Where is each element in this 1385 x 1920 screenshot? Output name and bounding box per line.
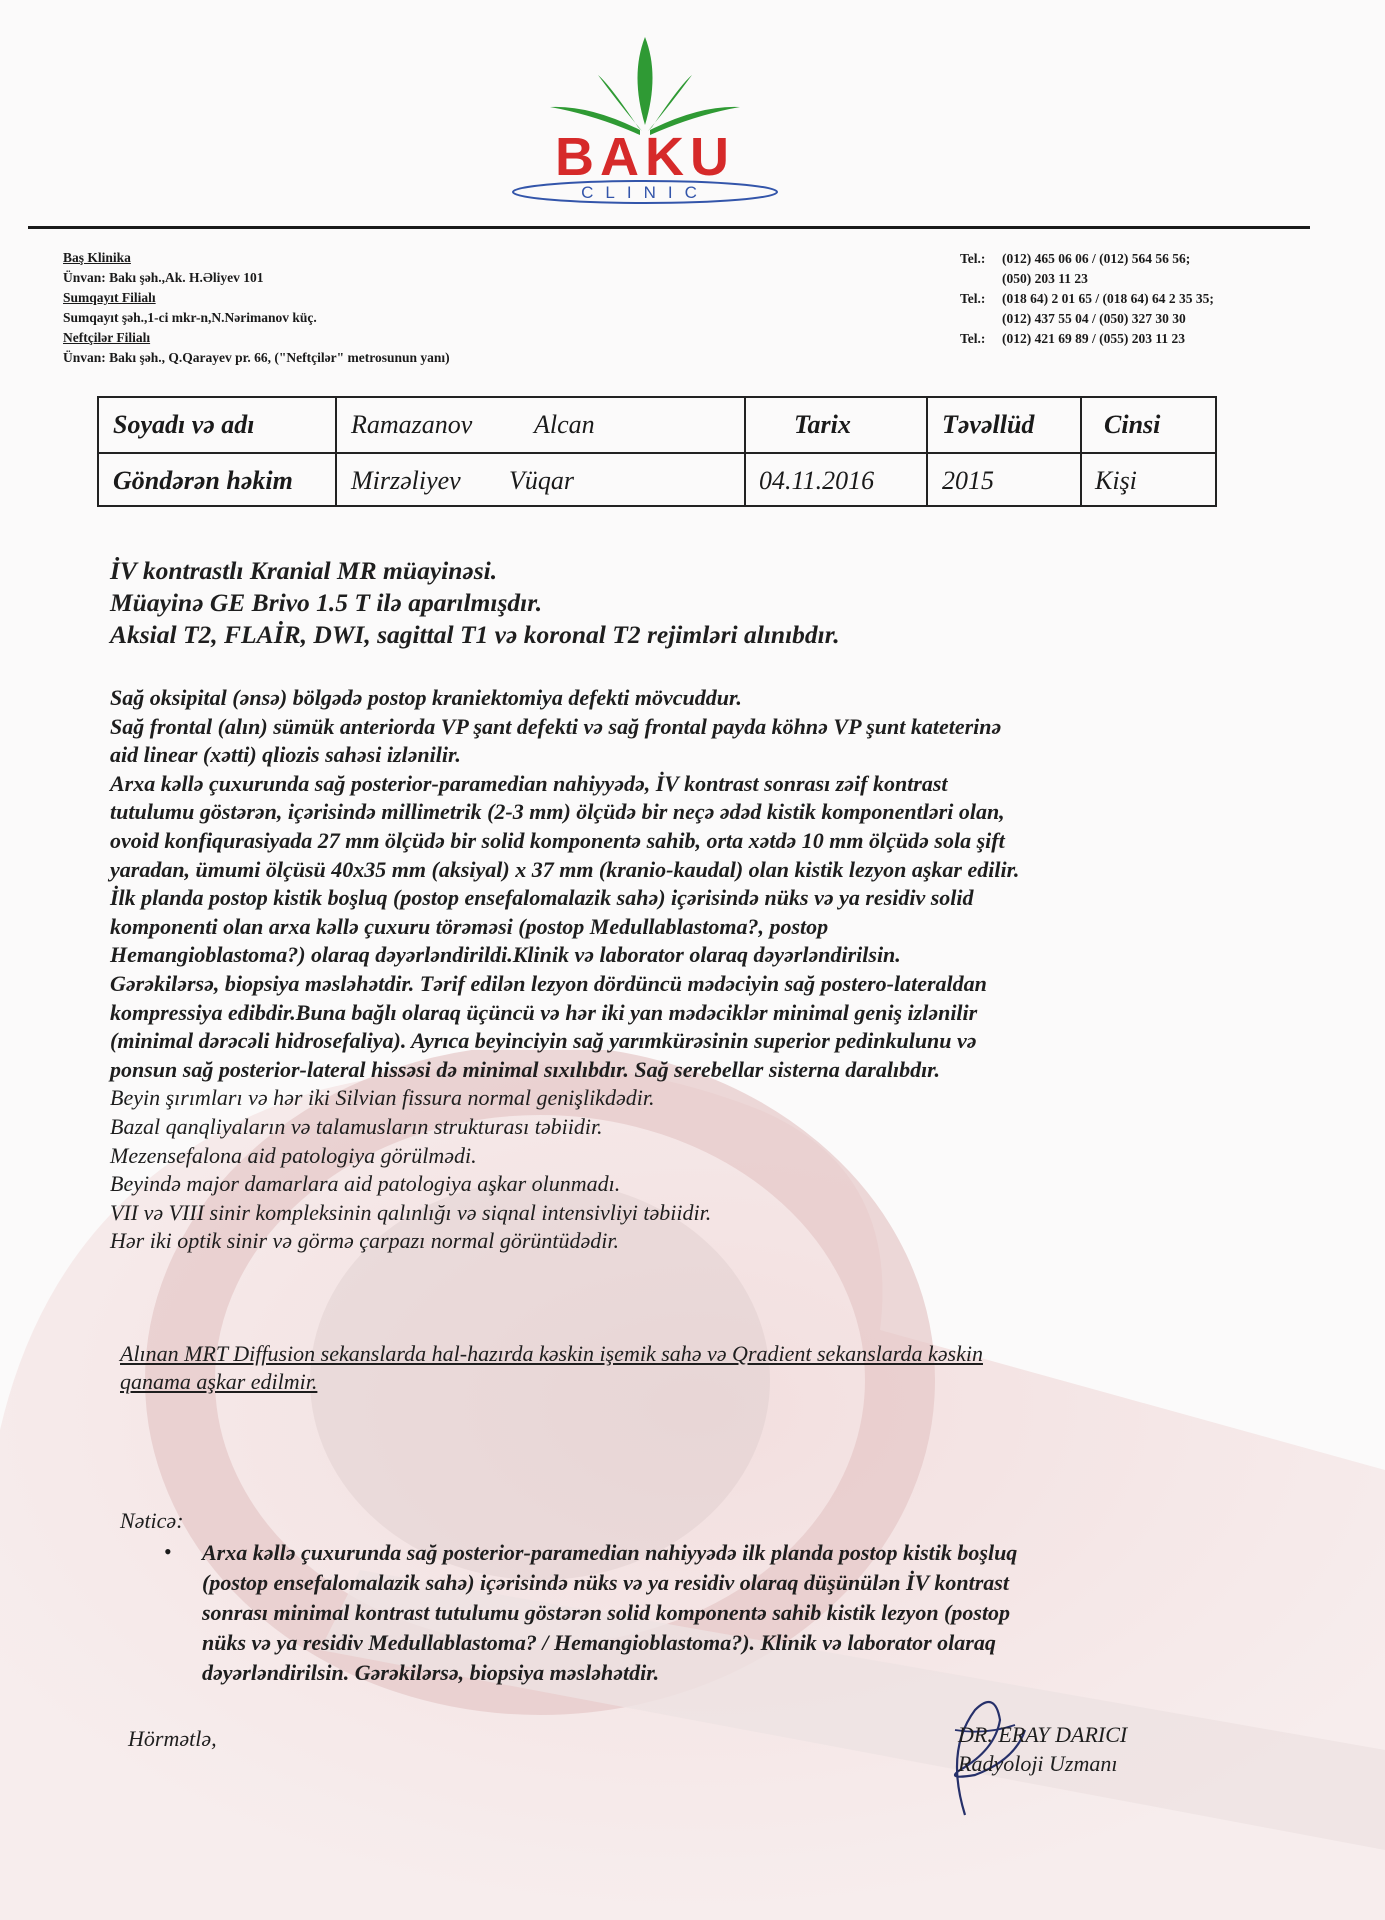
conclusion-label: Nəticə: (120, 1508, 184, 1533)
address-block (63, 248, 450, 368)
sex-label: Cinsi (1104, 410, 1161, 439)
sumqayit-branch-label: Sumqayıt Filialı (63, 290, 156, 305)
logo-text-top: BAKU (555, 127, 735, 187)
finding-line: Hemangioblastoma?) olaraq dəyərləndirildi.Klinik və laborator olaraq dəyərləndirilsin. (110, 942, 901, 968)
name-label: Soyadı və adı (113, 410, 255, 439)
diffusion-line: Alınan MRT Diffusion sekanslarda hal-hazırda kəskin işemik sahə və Qradient sekanslarda kəskin (120, 1341, 983, 1366)
finding-line: tutulumu göstərən, içərisində millimetrik (2-3 mm) ölçüdə bir neçə ədəd kistik komponentləri olan, (110, 799, 1005, 825)
findings-text (110, 684, 1019, 1256)
doctor-label: Göndərən həkim (113, 465, 293, 495)
finding-line: Beyində major damarlara aid patologiya aşkar olunmadı. (110, 1171, 621, 1197)
finding-line: İlk planda postop kistik boşluq (postop ensefalomalazik sahə) içərisində nüks və ya residiv solid (110, 885, 974, 911)
finding-line: komponenti olan arxa kəllə çuxuru törəməsi (postop Medullablastoma?, postop (110, 913, 829, 939)
intro-line: Aksial T2, FLAİR, DWI, sagittal T1 və koronal T2 rejimləri alınıbdır. (110, 620, 840, 649)
sumqayit-branch-address: Sumqayıt şəh.,1-ci mkr-n,N.Nərimanov küç. (63, 310, 317, 325)
doctor-signature-block (958, 1720, 1127, 1778)
birth-label: Təvəllüd (942, 410, 1035, 439)
finding-line: Mezensefalona aid patologiya görülmədi. (110, 1142, 477, 1168)
header-rule (28, 226, 1310, 229)
intro-line: Müayinə GE Brivo 1.5 T ilə aparılmışdır. (110, 588, 543, 617)
exam-date: 04.11.2016 (759, 465, 875, 495)
doctor-title: Radyoloji Uzmanı (958, 1751, 1118, 1776)
finding-line: (minimal dərəcəli hidrosefaliya). Ayrıca beyinciyin sağ yarımkürəsinin superior pedinkulunu və (110, 1028, 977, 1054)
phone-line: (012) 465 06 06 / (012) 564 56 56; (1002, 251, 1191, 266)
conclusion-line: (postop ensefalomalazik sahə) içərisində nüks və ya residiv olaraq düşünülən İV kontrast (202, 1570, 1009, 1595)
patient-surname: Ramazanov (351, 410, 473, 439)
phone-line: (050) 203 11 23 (1002, 271, 1088, 286)
patient-first-name: Alcan (534, 410, 595, 439)
finding-line: Arxa kəllə çuxurunda sağ posterior-paramedian nahiyyədə, İV kontrast sonrası zəif kontrast (110, 770, 948, 796)
diffusion-line: qanama aşkar edilmir. (120, 1369, 318, 1394)
conclusion-line: sonrası minimal kontrast tutulumu göstərən solid komponentə sahib kistik lezyon (postop (202, 1600, 1011, 1625)
conclusion-line: dəyərləndirilsin. Gərəkilərsə, biopsiya məsləhətdir. (202, 1660, 660, 1685)
phone-line: (018 64) 2 01 65 / (018 64) 64 2 35 35; (1002, 291, 1214, 306)
phones-block (960, 249, 1214, 349)
finding-line: kompressiya edibdir.Buna bağlı olaraq üçüncü və hər iki yan mədəciklər minimal geniş izlənilir (110, 999, 978, 1025)
phone-label: Tel.: (960, 291, 986, 306)
bullet-icon: • (164, 1539, 172, 1564)
finding-line: VII və VIII sinir kompleksinin qalınlığı və siqnal intensivliyi təbiidir. (110, 1199, 712, 1225)
intro-line: İV kontrastlı Kranial MR müayinəsi. (110, 556, 498, 585)
finding-line: aid linear (xətti) qliozis sahəsi izlənilir. (110, 742, 461, 768)
finding-line: Beyin şırımları və hər iki Silvian fissura normal genişlikdədir. (110, 1085, 655, 1111)
finding-line: Gərəkilərsə, biopsiya məsləhətdir. Tərif edilən lezyon dördüncü mədəciyin sağ postero-lateraldan (110, 970, 987, 996)
closing-salutation: Hörmətlə, (128, 1726, 217, 1751)
conclusion-text (202, 1538, 1017, 1688)
finding-line: Sağ frontal (alın) sümük anteriorda VP şant defekti və sağ frontal payda köhnə VP şunt kateterinə (110, 713, 1002, 739)
logo-text-bottom: CLINIC (581, 183, 709, 202)
phone-label: Tel.: (960, 331, 986, 346)
finding-line: Hər iki optik sinir və görmə çarpazı normal görüntüdədir. (110, 1228, 620, 1254)
neftcilar-branch-label: Neftçilər Filialı (63, 330, 151, 345)
birth-year: 2015 (942, 465, 994, 495)
finding-line: Bazal qanqliyaların və talamusların strukturası təbiidir. (110, 1113, 603, 1139)
doctor-first-name: Vüqar (509, 465, 574, 495)
finding-line: Sağ oksipital (ənsə) bölgədə postop kraniektomiya defekti mövcuddur. (110, 685, 742, 710)
finding-line: ovoid konfiqurasiyada 27 mm ölçüdə bir solid komponentə sahib, orta xətdə 10 mm ölçüdə sola şift (110, 827, 1005, 853)
exam-intro (110, 555, 840, 651)
sex-value: Kişi (1095, 465, 1137, 495)
patient-info-table (97, 396, 1217, 507)
conclusion-line: Arxa kəllə çuxurunda sağ posterior-paramedian nahiyyədə ilk planda postop kistik boşluq (202, 1540, 1018, 1565)
doctor-surname: Mirzəliyev (351, 465, 461, 495)
finding-line: ponsun sağ posterior-lateral hissəsi də minimal sıxılıbdır. Sağ serebellar sisterna daralıbdır. (110, 1056, 941, 1082)
conclusion-line: nüks və ya residiv Medullablastoma? / Hemangioblastoma?). Klinik və laborator olaraq (202, 1630, 996, 1655)
phone-line: (012) 437 55 04 / (050) 327 30 30 (1002, 311, 1186, 326)
main-branch-label: Baş Klinika (63, 250, 131, 265)
doctor-name: DR. ERAY DARICI (958, 1722, 1128, 1747)
date-label: Tarix (794, 410, 851, 439)
main-branch-address: Ünvan: Bakı şəh.,Ak. H.Əliyev 101 (63, 270, 264, 285)
phone-label: Tel.: (960, 251, 986, 266)
finding-line: yaradan, ümumi ölçüsü 40x35 mm (aksiyal) x 37 mm (kranio-kaudal) olan kistik lezyon aşkar edilir. (110, 856, 1020, 882)
phone-line: (012) 421 69 89 / (055) 203 11 23 (1002, 331, 1185, 346)
diffusion-note (120, 1340, 983, 1396)
baku-clinic-logo (480, 35, 810, 205)
neftcilar-branch-address: Ünvan: Bakı şəh., Q.Qarayev pr. 66, ("Neftçilər" metrosunun yanı) (63, 350, 450, 365)
